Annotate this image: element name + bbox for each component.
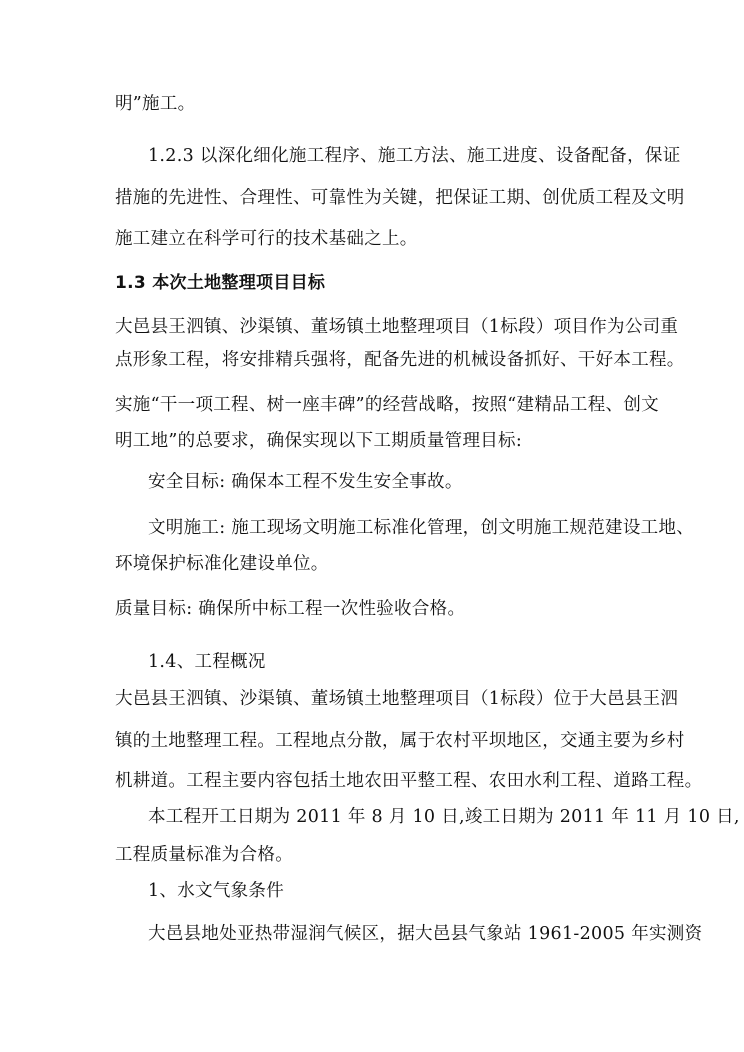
project-goal-line-1: 大邑县王泗镇、沙渠镇、董场镇土地整理项目（1标段）项目作为公司重 — [115, 317, 679, 337]
section-heading-1-4: 1.4、工程概况 — [148, 652, 266, 672]
schedule-line-1: 本工程开工日期为 2011 年 8 月 10 日,竣工日期为 2011 年 11 月 10 日, — [148, 807, 740, 827]
overview-line-3: 机耕道。工程主要内容包括土地农田平整工程、农田水利工程、道路工程。 — [115, 771, 703, 791]
project-goal-line-3: 实施“干一项工程、树一座丰碑”的经营战略，按照“建精品工程、创文 — [115, 395, 659, 415]
quality-goal: 质量目标: 确保所中标工程一次性验收合格。 — [115, 599, 466, 619]
safety-goal: 安全目标: 确保本工程不发生安全事故。 — [148, 472, 463, 492]
project-goal-line-4: 明工地”的总要求，确保实现以下工期质量管理目标: — [115, 431, 523, 451]
civilized-construction-line-1: 文明施工: 施工现场文明施工标准化管理，创文明施工规范建设工地、 — [148, 518, 695, 538]
paragraph-1-2-3-line-3: 施工建立在科学可行的技术基础之上。 — [115, 229, 418, 249]
schedule-line-2: 工程质量标准为合格。 — [115, 845, 293, 865]
civilized-construction-line-2: 环境保护标准化建设单位。 — [115, 554, 329, 574]
overview-line-2: 镇的土地整理工程。工程地点分散，属于农村平坝地区，交通主要为乡村 — [115, 731, 685, 751]
section-heading-1-3: 1.3 本次土地整理项目目标 — [115, 273, 326, 293]
hydrology-line-1: 大邑县地处亚热带湿润气候区，据大邑县气象站 1961-2005 年实测资 — [148, 924, 703, 944]
overview-line-1: 大邑县王泗镇、沙渠镇、董场镇土地整理项目（1标段）位于大邑县王泗 — [115, 689, 679, 709]
subsection-hydrology: 1、水文气象条件 — [148, 881, 285, 901]
text-line-continuation: 明”施工。 — [115, 94, 196, 114]
paragraph-1-2-3-line-1: 1.2.3 以深化细化施工程序、施工方法、施工进度、设备配备，保证 — [148, 146, 681, 166]
paragraph-1-2-3-line-2: 措施的先进性、合理性、可靠性为关键，把保证工期、创优质工程及文明 — [115, 188, 685, 208]
project-goal-line-2: 点形象工程，将安排精兵强将，配备先进的机械设备抓好、干好本工程。 — [115, 350, 685, 370]
